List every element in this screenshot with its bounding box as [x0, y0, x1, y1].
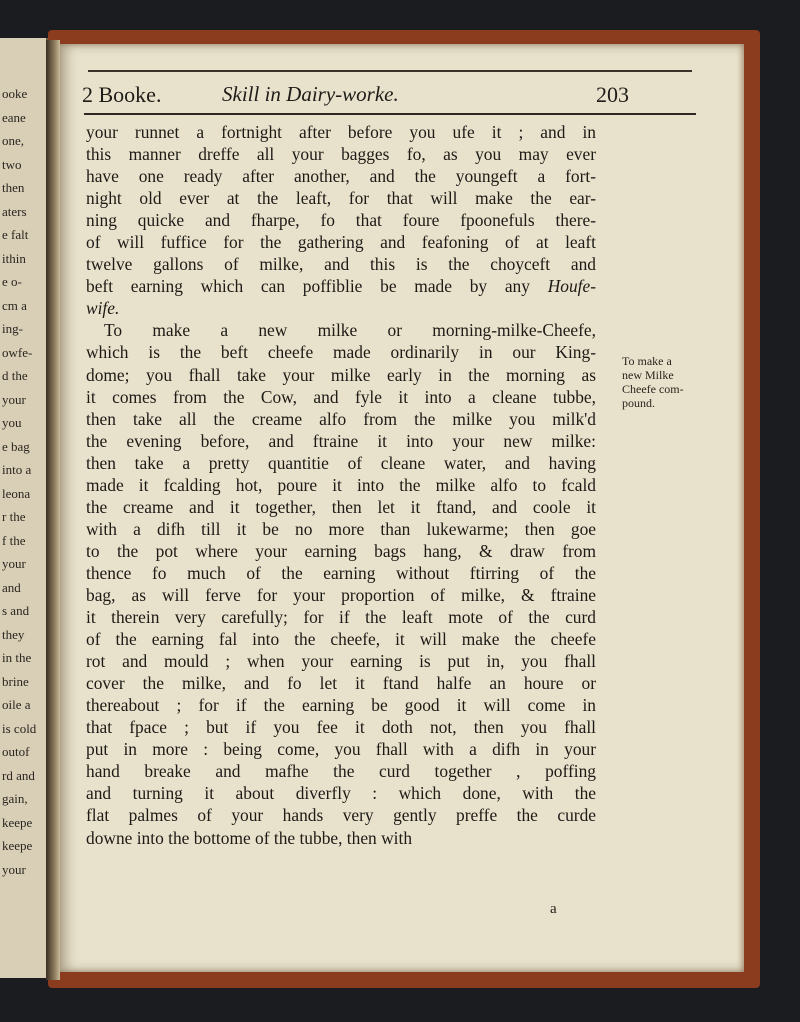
left-page-fragment: cm a: [2, 297, 27, 313]
margin-note-line: To make a: [622, 354, 672, 368]
left-page-fragment: into a: [2, 462, 32, 477]
text-line: put in more : being come, you fhall with a difh in your: [86, 739, 596, 760]
left-page-fragment: your: [2, 861, 26, 877]
left-page-fragment: one,: [2, 133, 25, 148]
text-line: which is the beft cheefe made ordinarily in our King-: [86, 342, 596, 363]
text-line: twelve gallons of milke, and this is the choyceft and: [86, 254, 596, 275]
text-line: with a difh till it be no more than lukewarme; then goe: [86, 518, 596, 539]
book-gutter: [46, 40, 60, 980]
margin-note-line: new Milke: [622, 368, 674, 382]
left-page-fragment: aters: [2, 203, 27, 219]
top-ornament-rule: [88, 70, 692, 72]
left-page-fragment: they: [2, 626, 25, 642]
left-page-fragment: keepe: [2, 814, 33, 830]
text-line: ning quicke and fharpe, fo that foure fpoonefuls there-: [86, 210, 596, 231]
left-page-fragment: outof: [2, 744, 30, 759]
catchword: a: [550, 901, 557, 917]
left-page-fragment: two: [2, 156, 22, 172]
left-page-fragment: ithin: [2, 250, 26, 266]
left-page-fragment: your: [2, 391, 26, 407]
text-line: cover the milke, and fo let it ftand halfe an houre or: [86, 673, 596, 694]
text-line: of the earning fal into the cheefe, it will make the cheefe: [86, 629, 596, 650]
left-page-fragment: you: [2, 415, 22, 430]
text-line: dome; you fhall take your milke early in the morning as: [86, 364, 596, 385]
text-line: beft earning which can poffiblie be made by any Houfe-: [86, 276, 596, 297]
text-line: thence fo much of the earning without ftirring of the: [86, 562, 596, 583]
left-page-fragment: leona: [2, 485, 31, 501]
left-page-fragment: keepe: [2, 838, 33, 853]
left-page-fragment: owfe-: [2, 344, 33, 360]
text-line: and turning it about diverfly : which done, with the: [86, 783, 596, 804]
left-page-fragment: ing-: [2, 321, 23, 336]
text-line: to the pot where your earning bags hang, & draw from: [86, 540, 596, 561]
text-line: the evening before, and ftraine it into your new milke:: [86, 430, 596, 451]
left-page-fragment: oile a: [2, 697, 31, 712]
left-page-fragment: ooke: [2, 86, 28, 101]
text-line: your runnet a fortnight after before you ufe it ; and in: [86, 122, 596, 142]
margin-note: [622, 354, 702, 410]
text-line: night old ever at the leaft, for that will make the ear-: [86, 188, 596, 209]
left-page-fragment: s and: [2, 603, 30, 618]
text-line: bag, as will ferve for your proportion of milke, & ftraine: [86, 584, 596, 605]
text-line: flat palmes of your hands very gently preffe the curde: [86, 805, 596, 826]
left-page-fragment: rd and: [2, 767, 35, 783]
left-page-fragment: gain,: [2, 791, 28, 806]
text-line: rot and mould ; when your earning is put in, you fhall: [86, 651, 596, 672]
text-line: then take all the creame alfo from the milke you milk'd: [86, 408, 596, 429]
text-line: then take a pretty quantitie of cleane water, and having: [86, 452, 596, 473]
left-page-fragment: r the: [2, 509, 26, 524]
text-line: that fpace ; but if you fee it doth not, then you fhall: [86, 717, 596, 738]
left-page-fragment: and: [2, 579, 21, 595]
text-line: have one ready after another, and the youngeft a fort-: [86, 166, 596, 187]
book-number: 2 Booke.: [82, 82, 162, 107]
left-page-fragment: f the: [2, 532, 26, 548]
text-line: hand breake and mafhe the curd together , poffing: [86, 761, 596, 782]
text-line: of will fuffice for the gathering and feafoning of at leaft: [86, 232, 596, 253]
margin-note-line: pound.: [622, 396, 655, 410]
text-line: downe into the bottome of the tubbe, then with: [86, 827, 413, 848]
left-page-fragment: your: [2, 556, 26, 571]
text-line: it comes from the Cow, and fyle it into a cleane tubbe,: [86, 386, 596, 407]
text-line: To make a new milke or morning-milke-Cheefe,: [104, 320, 596, 341]
left-page-fragment: e o-: [2, 274, 22, 289]
left-page-fragment: is cold: [2, 720, 37, 736]
left-page-fragment: brine: [2, 673, 29, 689]
text-line: it therein very carefully; for if the leaft mote of the curd: [86, 607, 596, 628]
body-text: [86, 121, 596, 849]
left-page-fragment: e falt: [2, 227, 29, 242]
left-page-fragment: e bag: [2, 438, 30, 454]
page-number: 203: [596, 82, 629, 107]
left-page-fragment: d the: [2, 368, 28, 383]
left-page-fragment: eane: [2, 109, 26, 125]
running-title: Skill in Dairy-worke.: [222, 82, 399, 106]
text-line: the creame and it together, then let it ftand, and coole it: [86, 496, 596, 517]
running-header: [82, 82, 712, 110]
text-line: made it fcalding hot, poure it into the milke alfo to fcald: [86, 474, 596, 495]
text-line: wife.: [86, 298, 120, 319]
left-page-fragment: then: [2, 180, 25, 195]
left-facing-page: [0, 38, 48, 978]
left-page-fragment: in the: [2, 650, 32, 665]
header-rule: [84, 113, 696, 115]
text-line: thereabout ; for if the earning be good it will come in: [86, 695, 596, 716]
margin-note-line: Cheefe com-: [622, 382, 684, 396]
text-line: this manner dreffe all your bagges fo, as you may ever: [86, 144, 596, 165]
